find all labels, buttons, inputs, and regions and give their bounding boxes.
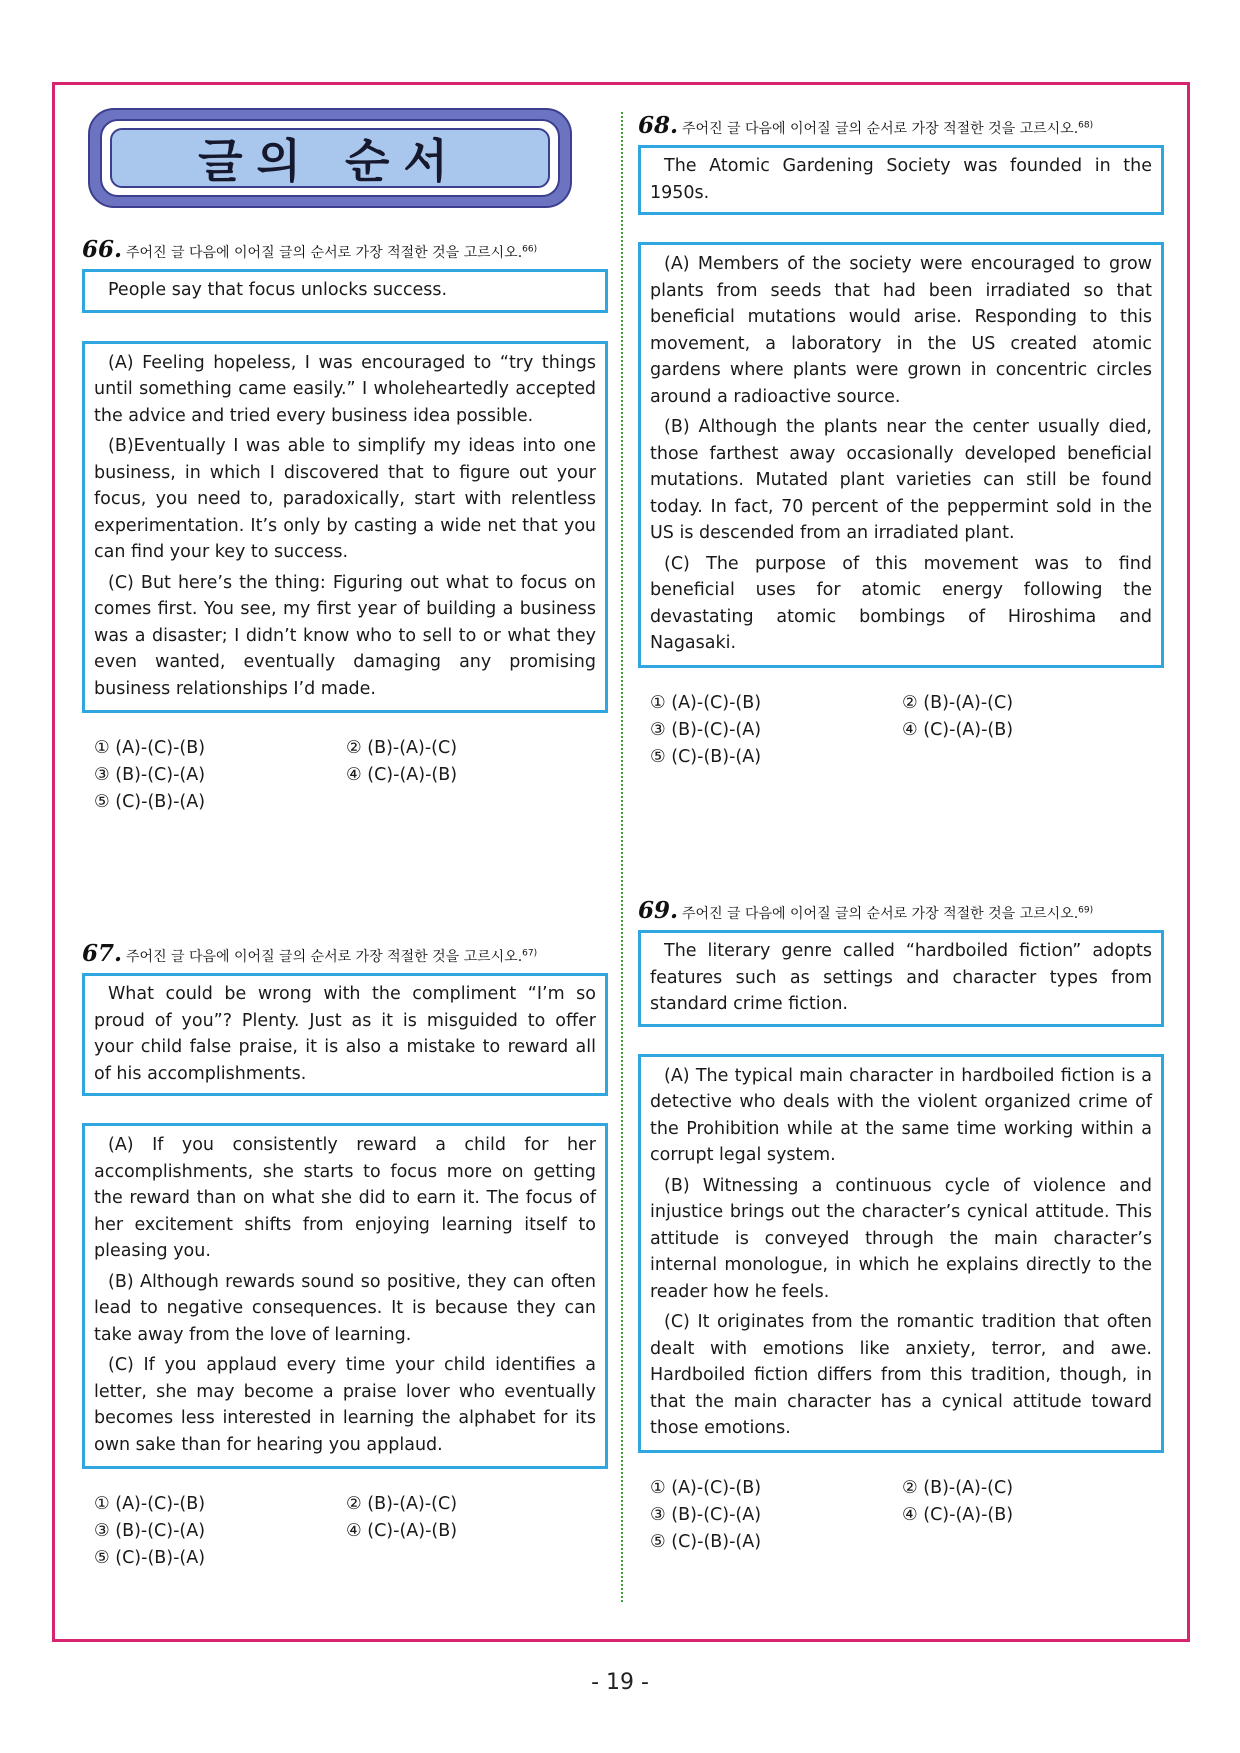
question-header [638,897,1164,924]
paragraph-a: (A) The typical main character in hardboiled fiction is a detective who deals with the violent organized crime of the Prohibition while at the same time working within a corrupt legal system. [650,1065,1152,1165]
paragraph-c: (C) But here’s the thing: Figuring out what to focus on comes first. You see, my first year of building a business was a disaster; I didn’t know who to sell to or what they even wanted, eventually damaging any promising business relationships I’d made. [94,572,596,699]
choice-1[interactable]: ① (A)-(C)-(B) [650,1477,762,1498]
answer-choices [82,1491,608,1572]
given-text: What could be wrong with the compliment “I’m so proud of you”? Plenty. Just as it is misguided to offer your child false praise, it is also a mistake to reward all of his accomplishments. [94,984,596,1084]
question-68 [638,112,1164,771]
choice-5[interactable]: ⑤ (C)-(B)-(A) [94,792,206,812]
question-header [638,112,1164,139]
choice-4[interactable]: ④ (C)-(A)-(B) [346,1521,458,1541]
choice-3[interactable]: ③ (B)-(C)-(A) [94,1521,206,1541]
passage-box [82,1123,608,1469]
choice-2[interactable]: ② (B)-(A)-(C) [902,1477,1014,1498]
choice-5[interactable]: ⑤ (C)-(B)-(A) [650,746,762,767]
question-instruction: 주어진 글 다음에 이어질 글의 순서로 가장 적절한 것을 고르시오.$^{69)}$ [682,905,1094,922]
answer-choices [638,690,1164,771]
section-title: 글의 순서 [198,134,462,188]
choice-5[interactable]: ⑤ (C)-(B)-(A) [94,1548,206,1568]
footnote-ref: 68) [1078,120,1094,131]
question-instruction: 주어진 글 다음에 이어질 글의 순서로 가장 적절한 것을 고르시오.$^{66)}$ [126,244,538,261]
choice-2[interactable]: ② (B)-(A)-(C) [346,738,458,758]
question-69 [638,897,1164,1556]
given-text: The literary genre called “hardboiled fiction” adopts features such as settings and character types from standard crime fiction. [650,941,1152,1014]
choice-1[interactable]: ① (A)-(C)-(B) [94,738,206,758]
choice-2[interactable]: ② (B)-(A)-(C) [902,692,1014,713]
paragraph-a: (A) Members of the society were encouraged to grow plants from seeds that had been irradiated so that beneficial mutations would arise. Responding to this movement, a laboratory in the US created atomic gardens where plants were grown in concentric circles around a radioactive source. [650,254,1152,407]
given-text: The Atomic Gardening Society was founded in the 1950s. [650,156,1152,203]
choice-2[interactable]: ② (B)-(A)-(C) [346,1494,458,1514]
paragraph-b: (B)Eventually I was able to simplify my ideas into one business, in which I discovered that to figure out your focus, you need to, paradoxically, start with relentless experimentation. It’s only by casting a wide net that you can find your key to success. [94,436,596,562]
paragraph-b: (B) Although rewards sound so positive, they can often lead to negative consequences. It is because they can take away from the love of learning. [94,1271,596,1345]
question-66 [82,236,608,816]
passage-box [638,1054,1164,1453]
given-passage [82,269,608,313]
section-title-banner [88,108,572,208]
question-header [82,940,608,967]
footnote-ref: 69) [1078,905,1094,916]
given-passage [638,145,1164,215]
choice-4[interactable]: ④ (C)-(A)-(B) [902,719,1014,740]
choice-3[interactable]: ③ (B)-(C)-(A) [650,719,762,740]
choice-3[interactable]: ③ (B)-(C)-(A) [650,1504,762,1525]
footnote-ref: 67) [522,948,538,959]
paragraph-c: (C) The purpose of this movement was to find beneficial uses for atomic energy following the devastating atomic bombings of Hiroshima and Nagasaki. [650,553,1152,653]
paragraph-a: (A) Feeling hopeless, I was encouraged to “try things until something came easily.” I wholeheartedly accepted the advice and tried every business idea possible. [94,352,596,426]
given-passage [82,973,608,1096]
page-number: - 19 - [591,1670,649,1695]
question-number: 68. [638,112,679,139]
question-number: 67. [82,940,123,967]
passage-box [82,341,608,714]
choice-4[interactable]: ④ (C)-(A)-(B) [346,765,458,785]
column-divider [621,112,623,1602]
paragraph-c: (C) It originates from the romantic tradition that often dealt with emotions like anxiety, terror, and awe. Hardboiled fiction differs from this tradition, though, in that the main character has a cynical attitude toward those emotions. [650,1312,1152,1438]
paragraph-b: (B) Although the plants near the center usually died, those farthest away occasionally developed beneficial mutations. Mutated plant varieties can still be found today. In fact, 70 percent of the peppermint sold in the US is descended from an irradiated plant. [650,417,1152,543]
choice-1[interactable]: ① (A)-(C)-(B) [94,1494,206,1514]
passage-box [638,242,1164,668]
question-instruction: 주어진 글 다음에 이어질 글의 순서로 가장 적절한 것을 고르시오.$^{67)}$ [126,948,538,965]
question-number: 69. [638,897,679,924]
given-text: People say that focus unlocks success. [108,280,448,300]
question-header [82,236,608,263]
choice-1[interactable]: ① (A)-(C)-(B) [650,692,762,713]
paragraph-a: (A) If you consistently reward a child for her accomplishments, she starts to focus more on getting the reward than on what she did to earn it. The focus of her excitement shifts from enjoying learning itself to pleasing you. [94,1135,596,1261]
choice-3[interactable]: ③ (B)-(C)-(A) [94,765,206,785]
banner-core [110,128,550,188]
question-number: 66. [82,236,123,263]
paragraph-c: (C) If you applaud every time your child identifies a letter, she may become a praise lover who eventually becomes less interested in learning the alphabet for its own sake than for hearing you applaud. [94,1355,596,1455]
footnote-ref: 66) [522,244,538,255]
choice-4[interactable]: ④ (C)-(A)-(B) [902,1504,1014,1525]
question-instruction: 주어진 글 다음에 이어질 글의 순서로 가장 적절한 것을 고르시오.$^{68)}$ [682,120,1094,137]
answer-choices [638,1475,1164,1556]
paragraph-b: (B) Witnessing a continuous cycle of violence and injustice brings out the character’s cynical attitude. This attitude is conveyed through the main character’s internal monologue, in which he explains directly to the reader how he feels. [650,1175,1152,1302]
choice-5[interactable]: ⑤ (C)-(B)-(A) [650,1531,762,1552]
banner-inner-frame [100,119,560,197]
given-passage [638,930,1164,1027]
question-67 [82,940,608,1572]
answer-choices [82,735,608,816]
